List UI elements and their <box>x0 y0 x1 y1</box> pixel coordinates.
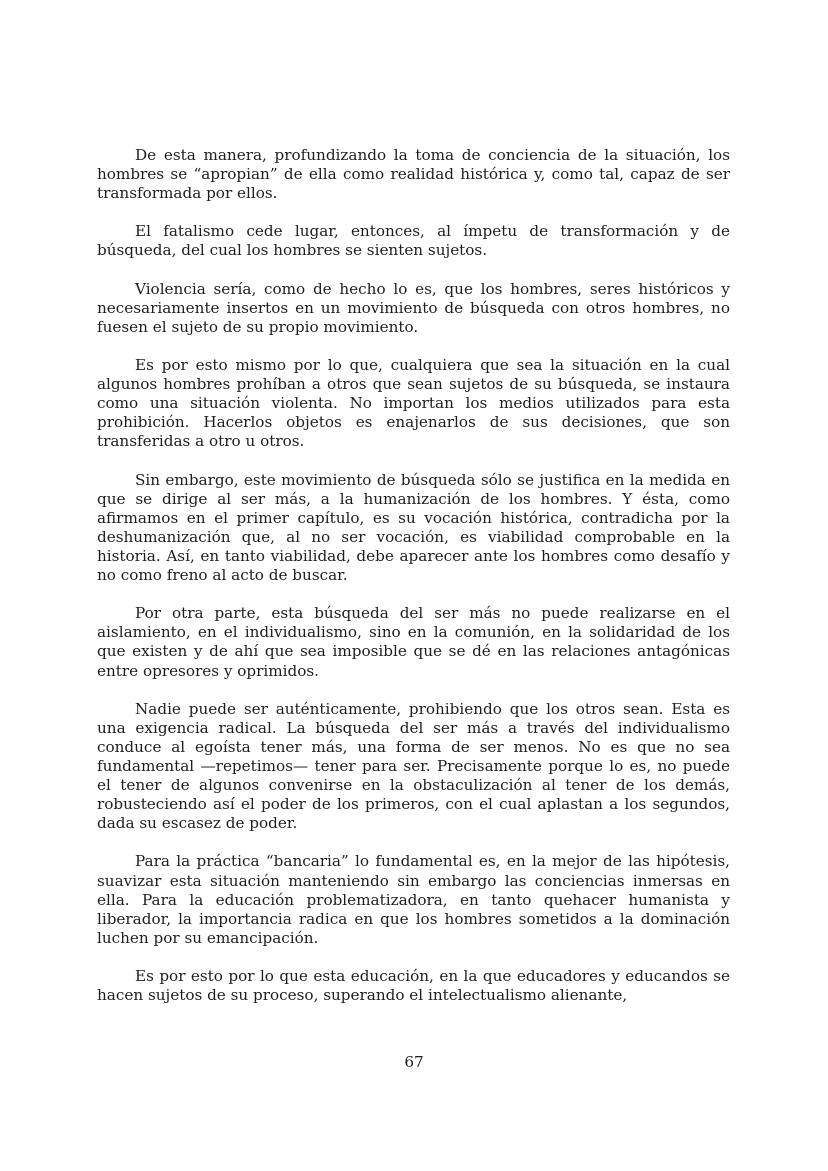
paragraph-6: Por otra parte, esta búsqueda del ser más no puede realizarse en el aislamiento, en el individualismo, sino en la comunión, en la solidaridad de los que existen y de ahí que sea imposible que se dé en las relaciones antagónicas entre opresores y oprimidos. <box>97 604 730 680</box>
paragraph-3: Violencia sería, como de hecho lo es, que los hombres, seres históricos y necesariamente insertos en un movimiento de búsqueda con otros hombres, no fuesen el sujeto de su propio movimiento. <box>97 279 730 336</box>
paragraph-4: Es por esto mismo por lo que, cualquiera que sea la situación en la cual algunos hombres prohíban a otros que sean sujetos de su búsqueda, se instaura como una situación violenta. No importan los medios utilizados para esta prohibición. Hacerlos objetos es enajenarlos de sus decisiones, que son transferidas a otro u otros. <box>97 356 730 451</box>
paragraph-9: Es por esto por lo que esta educación, en la que educadores y educandos se hacen sujetos de su proceso, superando el intelectualismo alienante, <box>97 967 730 1005</box>
paragraph-5: Sin embargo, este movimiento de búsqueda sólo se justifica en la medida en que se dirige al ser más, a la humanización de los hombres. Y ésta, como afirmamos en el primer capítulo, es su vocación histórica, contradicha por la deshumanización que, al no ser vocación, es viabilidad comprobable en la historia. Así, en tanto viabilidad, debe aparecer ante los hombres como desafío y no como freno al acto de buscar. <box>97 470 730 585</box>
page-body <box>97 146 730 1005</box>
paragraph-7: Nadie puede ser auténticamente, prohibiendo que los otros sean. Esta es una exigencia radical. La búsqueda del ser más a través del individualismo conduce al egoísta tener más, una forma de ser menos. No es que no sea fundamental —repetimos— tener para ser. Precisamente porque lo es, no puede el tener de algunos convenirse en la obstaculización al tener de los demás, robusteciendo así el poder de los primeros, con el cual aplastan a los segundos, dada su escasez de poder. <box>97 699 730 833</box>
paragraph-2: El fatalismo cede lugar, entonces, al ímpetu de transformación y de búsqueda, del cual los hombres se sienten sujetos. <box>97 222 730 260</box>
page-number: 67 <box>404 1053 424 1071</box>
paragraph-1: De esta manera, profundizando la toma de conciencia de la situación, los hombres se “apropian” de ella como realidad histórica y, como tal, capaz de ser transformada por ellos. <box>97 146 730 203</box>
paragraph-8: Para la práctica “bancaria” lo fundamental es, en la mejor de las hipótesis, suavizar esta situación manteniendo sin embargo las conciencias inmersas en ella. Para la educación problematizadora, en tanto quehacer humanista y liberador, la importancia radica en que los hombres sometidos a la dominación luchen por su emancipación. <box>97 852 730 947</box>
